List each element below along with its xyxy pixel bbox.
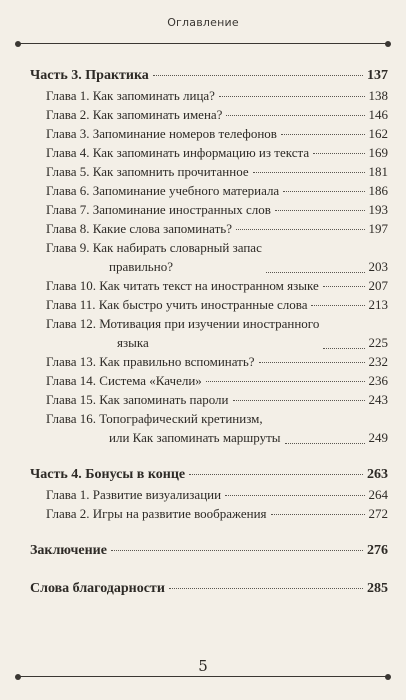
toc-chapter [46, 390, 388, 409]
toc-part-4 [30, 465, 388, 485]
page-number: 146 [368, 107, 388, 122]
toc-chapter [46, 409, 388, 447]
leader-dots [236, 229, 365, 230]
page-number: 272 [368, 506, 388, 521]
leader-dots [111, 550, 363, 551]
chapter-title: Глава 1. Как запоминать лица? [46, 88, 215, 103]
section-title: Слова благодарности [30, 581, 165, 596]
chapter-title: Глава 15. Как запоминать пароли [46, 392, 229, 407]
leader-dots [225, 495, 364, 496]
chapter-title: Глава 3. Запоминание номеров телефонов [46, 126, 277, 141]
leader-dots [323, 348, 364, 349]
chapter-title: Глава 1. Развитие визуализации [46, 487, 222, 502]
folio-page-number: 5 [198, 657, 208, 675]
chapter-title: Глава 8. Какие слова запоминать? [46, 221, 232, 236]
toc-acknowledgements [30, 579, 388, 599]
leader-dots [283, 191, 364, 192]
leader-dots [313, 153, 364, 154]
leader-dots [266, 272, 365, 273]
leader-dots [253, 172, 365, 173]
part-title: Часть 3. Практика [30, 68, 149, 83]
chapter-title-line-1: Глава 12. Мотивация при изучении иностранного [46, 316, 320, 331]
chapter-title-line-1: Глава 16. Топографический кретинизм, [46, 411, 263, 426]
toc-chapter [46, 219, 388, 238]
leader-dots [206, 381, 365, 382]
toc-chapter [46, 181, 388, 200]
page-number: 186 [368, 183, 388, 198]
page-number: 249 [368, 430, 388, 445]
page-number: 276 [367, 543, 388, 558]
running-head: Оглавление [167, 16, 239, 29]
leader-dots [323, 286, 365, 287]
page-number: 213 [368, 297, 388, 312]
toc-chapter [46, 238, 388, 276]
toc-chapter [46, 143, 388, 162]
chapter-title: Глава 4. Как запоминать информацию из текста [46, 145, 310, 160]
leader-dots [259, 362, 365, 363]
page-number: 137 [367, 68, 388, 83]
toc-chapter [46, 276, 388, 295]
part-title: Часть 4. Бонусы в конце [30, 467, 186, 482]
chapter-title: Глава 2. Игры на развитие воображения [46, 506, 267, 521]
page-number: 138 [368, 88, 388, 103]
page-number: 197 [368, 221, 388, 236]
toc-chapter [46, 352, 388, 371]
chapter-title-line-1: Глава 9. Как набирать словарный запас [46, 240, 262, 255]
leader-dots [281, 134, 365, 135]
page-number: 225 [368, 335, 388, 350]
leader-dots [233, 400, 365, 401]
bottom-rule [18, 676, 388, 677]
chapter-title [46, 238, 262, 276]
toc-chapter [46, 504, 388, 523]
toc-chapter [46, 162, 388, 181]
section-title: Заключение [30, 543, 107, 558]
page-number: 181 [368, 164, 388, 179]
chapter-title: Глава 10. Как читать текст на иностранном языке [46, 278, 319, 293]
toc-chapter [46, 86, 388, 105]
page-number: 169 [368, 145, 388, 160]
leader-dots [153, 75, 363, 76]
chapter-title-line-2: правильно? [109, 259, 173, 274]
page-number: 193 [368, 202, 388, 217]
top-rule [18, 43, 388, 44]
leader-dots [219, 96, 365, 97]
chapter-title: Глава 7. Запоминание иностранных слов [46, 202, 271, 217]
toc-part-3 [30, 66, 388, 86]
toc-chapter [46, 485, 388, 504]
toc-chapter [46, 314, 388, 352]
toc-chapter [46, 371, 388, 390]
leader-dots [189, 474, 363, 475]
toc-chapter [46, 200, 388, 219]
leader-dots [311, 305, 364, 306]
toc-chapter [46, 295, 388, 314]
page-number: 232 [368, 354, 388, 369]
page-number: 263 [367, 467, 388, 482]
chapter-title: Глава 11. Как быстро учить иностранные слова [46, 297, 308, 312]
chapter-title: Глава 2. Как запоминать имена? [46, 107, 223, 122]
page-number: 264 [368, 487, 388, 502]
toc-chapter [46, 124, 388, 143]
chapter-title-line-2: языка [117, 335, 149, 350]
leader-dots [285, 443, 365, 444]
page-number: 285 [367, 581, 388, 596]
table-of-contents [30, 66, 388, 599]
page-number: 203 [368, 259, 388, 274]
toc-chapter [46, 105, 388, 124]
page-number: 236 [368, 373, 388, 388]
chapter-title: Глава 14. Система «Качели» [46, 373, 202, 388]
chapter-title: Глава 5. Как запомнить прочитанное [46, 164, 249, 179]
page-number: 207 [368, 278, 388, 293]
chapter-title [46, 314, 319, 352]
chapter-title-line-2: или Как запоминать маршруты [109, 430, 281, 445]
chapter-title: Глава 6. Запоминание учебного материала [46, 183, 280, 198]
toc-conclusion [30, 541, 388, 561]
page-number: 162 [368, 126, 388, 141]
leader-dots [169, 588, 363, 589]
leader-dots [275, 210, 365, 211]
leader-dots [271, 514, 365, 515]
leader-dots [226, 115, 364, 116]
chapter-title: Глава 13. Как правильно вспоминать? [46, 354, 255, 369]
chapter-title [46, 409, 281, 447]
page-number: 243 [368, 392, 388, 407]
